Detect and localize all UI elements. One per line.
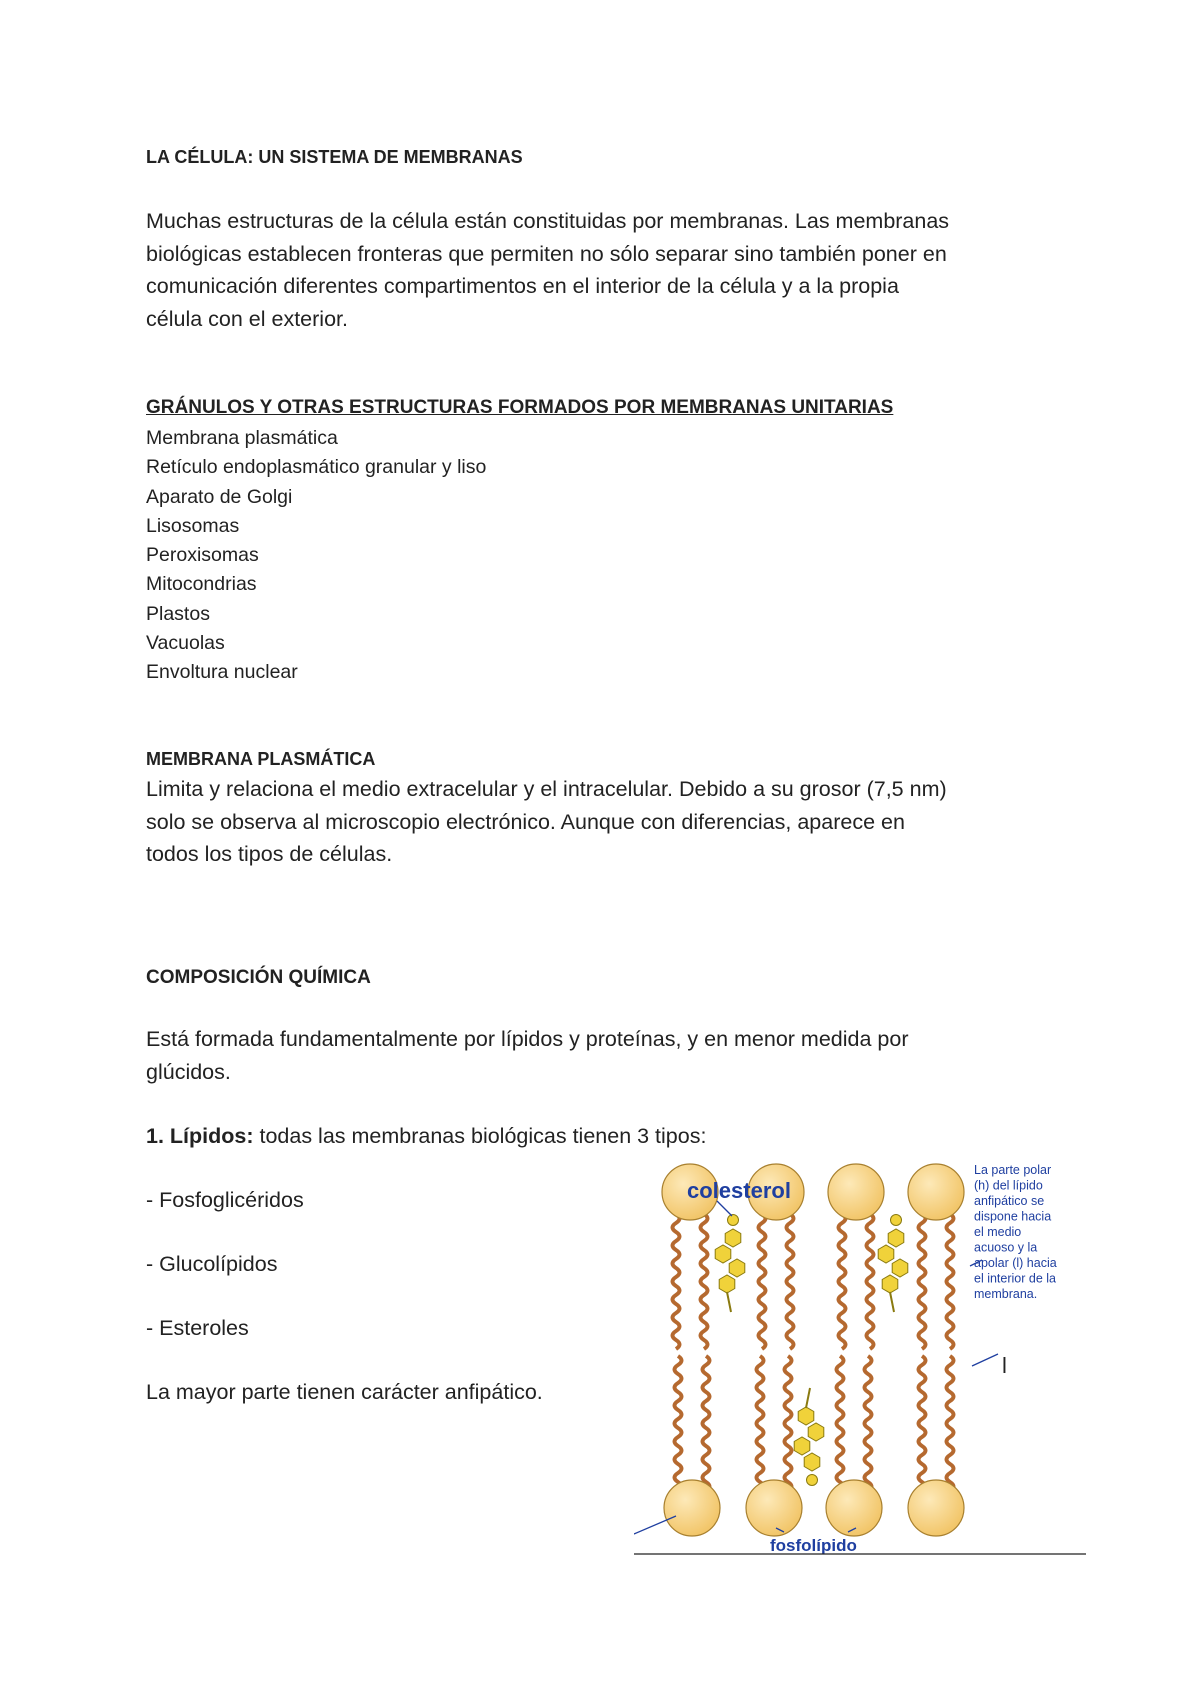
intro-line: biológicas establecen fronteras que permiten no sólo separar sino también poner en [146,241,947,266]
fatty-acid-tail [947,1214,954,1349]
cholesterol-label: colesterol [687,1178,791,1203]
polar-head [664,1480,720,1536]
sterol-ring [882,1275,898,1293]
composition-heading: COMPOSICIÓN QUÍMICA [146,967,371,988]
sterol-ring [892,1259,908,1277]
lipids-note: La mayor parte tienen carácter anfipático. [146,1380,543,1404]
fatty-acid-tail [785,1356,792,1491]
fatty-acid-tail [675,1356,682,1491]
fatty-acid-tail [759,1214,766,1349]
membrane-paragraph [146,773,947,871]
granules-list [146,424,486,688]
fatty-acid-tail [757,1356,764,1491]
figure-caption-line: La parte polar [974,1163,1052,1177]
list-item: Mitocondrias [146,573,257,596]
phospholipid-label: fosfolípido [770,1536,857,1555]
composition-line: Está formada fundamentalmente por lípidos y proteínas, y en menor medida por [146,1027,909,1051]
sterol-ring [808,1423,824,1441]
polar-head [828,1164,884,1220]
sterol-oh-group [807,1475,818,1486]
list-item: Envoltura nuclear [146,661,298,684]
lipid-type-item: - Esteroles [146,1316,249,1340]
figure-caption-line: (h) del lípido [974,1178,1043,1193]
lipid-bilayer-figure [634,1156,1086,1556]
intro-line: célula con el exterior. [146,306,348,331]
intro-line: comunicación diferentes compartimentos en el interior de la célula y a la propia [146,274,899,298]
sterol-ring [725,1229,741,1247]
membrane-line: todos los tipos de células. [146,842,393,866]
sterol-tail [806,1388,810,1408]
sterol-ring [715,1245,731,1263]
fatty-acid-tail [867,1214,874,1349]
sterol-tail [727,1292,731,1312]
fatty-acid-tail [701,1214,708,1349]
membrane-heading: MEMBRANA PLASMÁTICA [146,749,376,769]
polar-head [908,1164,964,1220]
composition-paragraph [146,1023,908,1088]
lipid-type-item: - Fosfoglicéridos [146,1188,304,1212]
apolar-marker-label: l [1002,1353,1007,1378]
fatty-acid-tail [787,1214,794,1349]
list-item: Lisosomas [146,514,240,537]
lipids-intro [146,1122,706,1150]
figure-caption-line: apolar (l) hacia [974,1256,1057,1270]
granules-heading: GRÁNULOS Y OTRAS ESTRUCTURAS FORMADOS POR MEMBRANAS UNITARIAS [146,397,894,418]
figure-caption-line: el interior de la [974,1271,1056,1286]
list-item: Plastos [146,602,210,625]
polar-head [746,1480,802,1536]
fatty-acid-tail [919,1356,926,1491]
lipid-bilayer-diagram [634,1156,1086,1556]
fatty-acid-tail [839,1214,846,1349]
sterol-ring [719,1275,735,1293]
lipids-text: todas las membranas biológicas tienen 3 tipos: [253,1124,707,1148]
list-item: Aparato de Golgi [146,485,293,508]
list-item: Vacuolas [146,632,225,655]
cholesterol-pointer [717,1201,732,1216]
sterol-ring [878,1245,894,1263]
sterol-ring [888,1229,904,1247]
membrane-line: Limita y relaciona el medio extracelular y el intracelular. Debido a su grosor (7,5 nm) [146,777,947,801]
list-item: Retículo endoplasmático granular y liso [146,456,487,479]
composition-line: glúcidos. [146,1059,231,1084]
list-item: Membrana plasmática [146,427,338,449]
polar-head [908,1480,964,1536]
fatty-acid-tail [865,1356,872,1491]
fatty-acid-tail [947,1356,954,1491]
sterol-ring [804,1453,820,1471]
sterol-oh-group [728,1215,739,1226]
intro-paragraph [146,205,1086,335]
figure-caption-line: acuoso y la [974,1240,1038,1255]
fatty-acid-tail [919,1214,926,1349]
figure-caption-line: membrana. [974,1287,1038,1301]
sterol-ring [798,1407,814,1425]
figure-caption-line: dispone hacia [974,1209,1052,1224]
sterol-ring [729,1259,745,1277]
fatty-acid-tail [837,1356,844,1491]
figure-caption-line: el medio [974,1225,1022,1239]
fatty-acid-tail [703,1356,710,1491]
sterol-tail [890,1292,894,1312]
lipids-label: 1. Lípidos: [146,1124,254,1148]
page-title: LA CÉLULA: UN SISTEMA DE MEMBRANAS [146,147,523,167]
fatty-acid-tail [673,1214,680,1349]
apolar-pointer [972,1354,998,1366]
polar-head [826,1480,882,1536]
lipid-type-item: - Glucolípidos [146,1252,278,1276]
sterol-oh-group [891,1215,902,1226]
figure-caption-line: anfipático se [974,1194,1045,1208]
intro-line: Muchas estructuras de la célula están constituidas por membranas. Las membranas [146,209,950,233]
list-item: Peroxisomas [146,544,259,567]
sterol-ring [794,1437,810,1455]
membrane-line: solo se observa al microscopio electrónico. Aunque con diferencias, aparece en [146,809,905,834]
